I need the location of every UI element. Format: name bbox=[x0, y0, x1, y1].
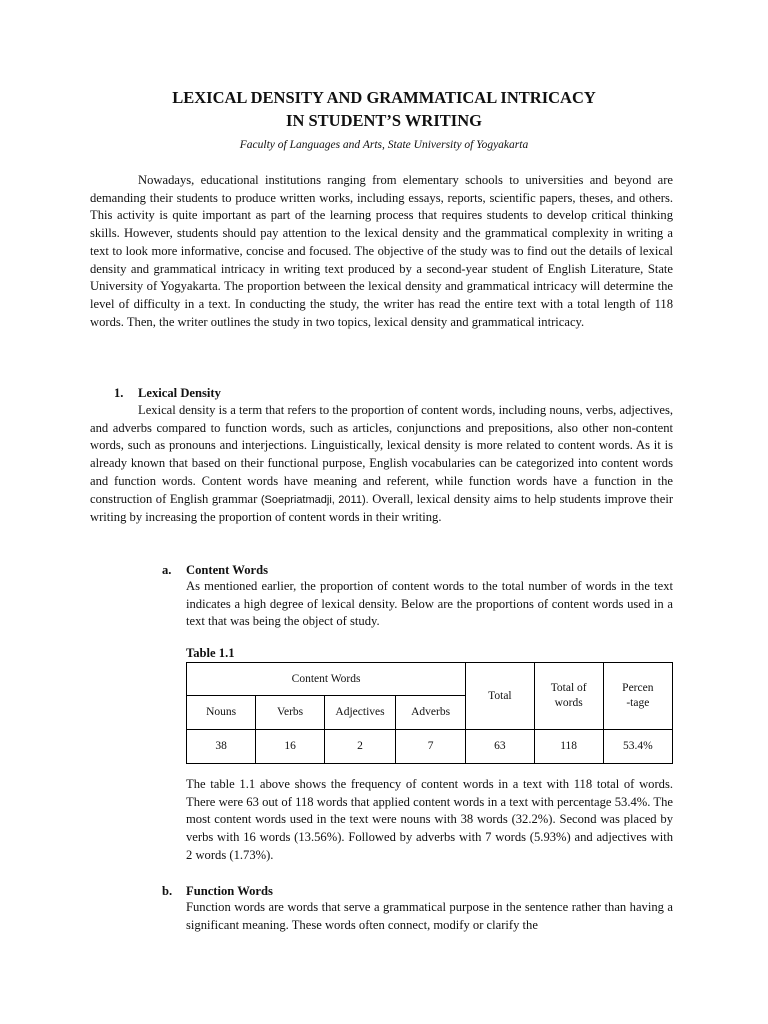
total-words-header bbox=[534, 663, 603, 730]
section-1-heading bbox=[114, 385, 221, 402]
value-nouns: 38 bbox=[187, 730, 256, 764]
section-1-number: 1. bbox=[114, 386, 124, 400]
header-adverbs: Adverbs bbox=[396, 696, 466, 730]
lexical-density-paragraph bbox=[90, 402, 673, 527]
value-verbs: 16 bbox=[256, 730, 325, 764]
citation: (Soepriatmadji, 2011). bbox=[260, 493, 369, 506]
value-adverbs: 7 bbox=[396, 730, 466, 764]
percentage-header bbox=[603, 663, 672, 730]
content-words-table bbox=[186, 662, 673, 764]
table-row bbox=[187, 730, 673, 764]
percentage-header-line2: -tage bbox=[626, 697, 650, 709]
title-line-2: IN STUDENT’S WRITING bbox=[286, 111, 482, 130]
value-adjectives: 2 bbox=[324, 730, 395, 764]
subsection-b-letter: b. bbox=[162, 884, 173, 898]
header-verbs: Verbs bbox=[256, 696, 325, 730]
total-words-header-line1: Total of bbox=[550, 682, 587, 694]
subsection-a-letter: a. bbox=[162, 563, 172, 577]
lexical-density-text: Lexical density is a term that refers to the proportion of content words, including nouns, verbs, adjectives, and adverbs compared to function words, such as articles, conjunctions and prepositions, also other non-content words, such as pronouns and interjections. Linguistically, lexical density is more related to content words. As it is already known that based on their functional purpose, English vocabularies can be categorized into content words and function words. Content words have meaning and referent, while function words have a function in the construction of English grammar bbox=[90, 403, 673, 506]
subsection-a-heading bbox=[162, 562, 268, 579]
title-line-1: LEXICAL DENSITY AND GRAMMATICAL INTRICACY bbox=[172, 88, 596, 107]
intro-paragraph: Nowadays, educational institutions ranging from elementary schools to universities and beyond are demanding their students to produce written works, including essays, reports, scientific papers, theses, and others. This activity is quite important as part of the learning process that requires students to develop critical thinking skills. However, students should pay attention to the lexical density and the grammatical complexity in writing a text to look more informative, concise and focused. The objective of the study was to find out the details of lexical density and grammatical intricacy in writing text produced by a second-year student of English Literature, State University of Yogyakarta. The proportion between the lexical density and grammatical intricacy will determine the level of difficulty in a text. In conducting the study, the writer has read the entire text with a total length of 118 words. Then, the writer outlines the study in two topics, lexical density and grammatical intricacy. bbox=[90, 173, 673, 329]
table-caption: Table 1.1 bbox=[186, 646, 235, 660]
value-total: 63 bbox=[466, 730, 535, 764]
group-header: Content Words bbox=[187, 663, 466, 696]
affiliation: Faculty of Languages and Arts, State University of Yogyakarta bbox=[239, 139, 529, 151]
subsection-b-title: Function Words bbox=[186, 884, 273, 898]
subsection-b-heading bbox=[162, 883, 273, 900]
value-total-words: 118 bbox=[534, 730, 603, 764]
section-1-title: Lexical Density bbox=[138, 386, 221, 400]
header-nouns: Nouns bbox=[187, 696, 256, 730]
subsection-a-title: Content Words bbox=[186, 563, 268, 577]
lexical-density-text-end: Overall, lexical density aims to help students improve their writing by increasing the proportion of content words in their writing. bbox=[90, 491, 674, 525]
total-words-header-line2: words bbox=[554, 697, 583, 709]
function-words-paragraph: Function words are words that serve a grammatical purpose in the sentence rather than having a significant meaning. These words often connect, modify or clarify the bbox=[186, 900, 673, 932]
content-words-paragraph: As mentioned earlier, the proportion of content words to the total number of words in the text indicates a high degree of lexical density. Below are the proportions of content words used in a text that was being the object of study. bbox=[186, 579, 673, 629]
value-percentage: 53.4% bbox=[603, 730, 672, 764]
header-adjectives: Adjectives bbox=[324, 696, 395, 730]
table-summary-paragraph: The table 1.1 above shows the frequency of content words in a text with 118 total of words. There were 63 out of 118 words that applied content words in a text with percentage 53.4%. The most content words used in the text were nouns with 38 words (32.2%). Second was placed by verbs with 16 words (13.56%). Followed by adverbs with 7 words (5.93%) and adjectives with 2 words (1.73%). bbox=[186, 777, 673, 862]
total-header: Total bbox=[466, 663, 535, 730]
percentage-header-line1: Percen bbox=[622, 682, 654, 694]
